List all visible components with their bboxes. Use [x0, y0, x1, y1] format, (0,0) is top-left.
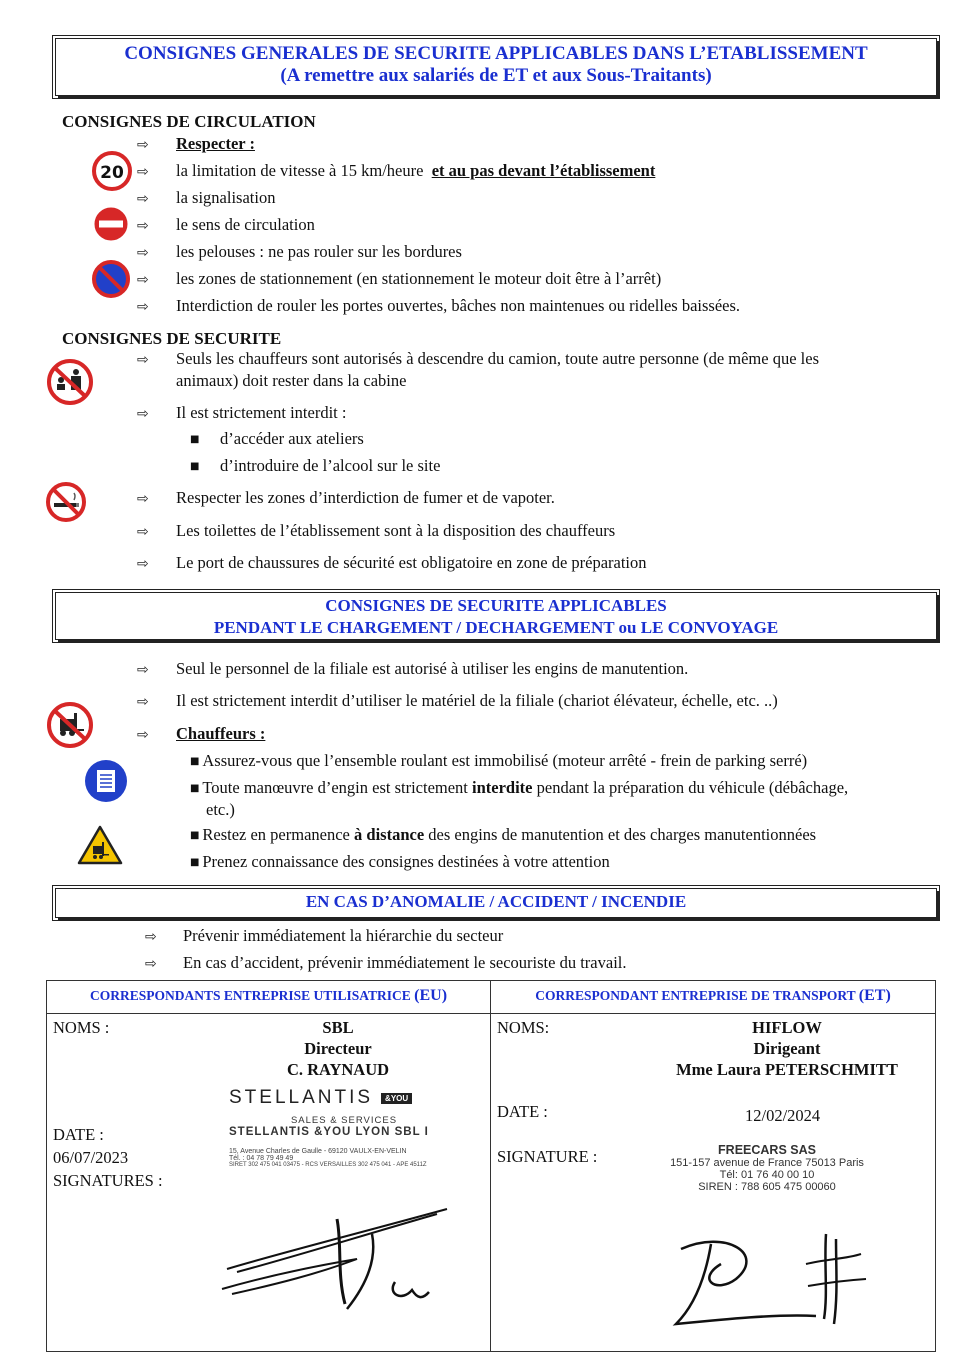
chargement-title-box: [55, 592, 937, 640]
arrow-icon: ⇨: [137, 218, 149, 234]
et-date-label: DATE :: [497, 1102, 548, 1121]
securite-item-toilettes: Les toilettes de l’établissement sont à la disposition des chauffeurs: [176, 521, 616, 540]
speed-limit-sign-icon: [92, 151, 132, 191]
circulation-item-sens: le sens de circulation: [176, 215, 315, 234]
bullet-icon: ■: [190, 830, 200, 841]
et-header-cell: [491, 981, 936, 1014]
eu-handwritten-signature: [217, 1194, 477, 1324]
bullet-icon: ■: [190, 783, 200, 794]
bullet-icon: ■: [190, 857, 200, 868]
securite-item-chauffeurs-line1: Seuls les chauffeurs sont autorisés à descendre du camion, toute autre personne (de même que les: [176, 349, 819, 368]
no-entry-sign-icon: [92, 205, 130, 243]
eu-cell: [47, 1014, 491, 1352]
forklift-warning-sign-icon: [76, 824, 124, 866]
et-person: Mme Laura PETERSCHMITT: [676, 1060, 898, 1079]
et-role: Dirigeant: [753, 1039, 821, 1058]
stamp-sales: SALES & SERVICES: [290, 1115, 398, 1126]
chargement-title-line2: PENDANT LE CHARGEMENT / DECHARGEMENT ou LE CONVOYAGE: [213, 618, 779, 637]
speed-emphasis: et au pas devant l’établissement: [431, 161, 656, 180]
speed-sign-value: 20: [100, 163, 124, 183]
freecars-tel: Tél: 01 76 40 00 10: [719, 1169, 815, 1181]
chauffeurs-bullet-manoeuvre-cont: etc.): [206, 800, 235, 819]
chauffeurs-bullet-immobilise: Assurez-vous que l’ensemble roulant est immobilisé (moteur arrêté - frein de parking serré): [202, 751, 808, 770]
securite-heading: CONSIGNES DE SECURITE: [62, 329, 282, 348]
et-header: CORRESPONDANT ENTREPRISE DE TRANSPORT (ET): [535, 987, 891, 1004]
stamp-name: STELLANTIS &YOU LYON SBL I: [229, 1126, 429, 1138]
eu-header: CORRESPONDANTS ENTREPRISE UTILISATRICE (EU): [89, 987, 448, 1004]
et-cell: [491, 1014, 936, 1352]
circulation-item-speed: la limitation de vitesse à 15 km/heure et au pas devant l’établissement: [176, 161, 656, 180]
arrow-icon: ⇨: [137, 245, 149, 261]
document-title: CONSIGNES GENERALES DE SECURITE APPLICABLES DANS L’ETABLISSEMENT: [124, 43, 868, 64]
arrow-icon: ⇨: [137, 299, 149, 315]
arrow-icon: ⇨: [137, 727, 149, 743]
eu-company: SBL: [322, 1018, 354, 1037]
securite-item-chauffeurs-line2: animaux) doit rester dans la cabine: [176, 371, 407, 390]
stellantis-badge: &YOU: [381, 1093, 412, 1104]
freecars-siren: SIREN : 788 605 475 00060: [698, 1181, 836, 1193]
chargement-item-materiel: Il est strictement interdit d’utiliser le matériel de la filiale (chariot élévateur, échelle, etc. ..): [176, 691, 778, 710]
chauffeurs-bullet-distance: Restez en permanence à distance des engins de manutention et des charges manutentionnées: [202, 825, 817, 844]
respect-label: Respecter :: [176, 134, 255, 153]
arrow-icon: ⇨: [145, 929, 157, 945]
eu-header-cell: [47, 981, 491, 1014]
eu-signature-label: SIGNATURES :: [53, 1171, 163, 1190]
securite-item-fumer: Respecter les zones d’interdiction de fumer et de vapoter.: [176, 488, 555, 507]
bullet-icon: ■: [190, 434, 200, 445]
no-parking-sign-icon: [92, 260, 130, 298]
arrow-icon: ⇨: [137, 137, 149, 153]
stamp-tel: Tél. : 04 78 79 49 49: [229, 1155, 294, 1162]
anomalie-title-box: [55, 888, 937, 918]
et-company-stamp: [651, 1143, 883, 1193]
arrow-icon: ⇨: [137, 406, 149, 422]
circulation-item-portes: Interdiction de rouler les portes ouvertes, bâches non maintenues ou ridelles baissées.: [176, 296, 741, 315]
arrow-icon: ⇨: [137, 694, 149, 710]
eu-date-label: DATE :: [53, 1125, 104, 1144]
chauffeurs-label: Chauffeurs :: [176, 724, 266, 743]
arrow-icon: ⇨: [137, 272, 149, 288]
circulation-item-signalisation: la signalisation: [176, 188, 276, 207]
et-date: 12/02/2024: [745, 1106, 821, 1125]
stellantis-logo-text: STELLANTIS: [229, 1087, 374, 1108]
circulation-heading: CONSIGNES DE CIRCULATION: [62, 112, 316, 131]
correspondants-table: [46, 980, 936, 1352]
freecars-address: 151-157 avenue de France 75013 Paris: [670, 1157, 864, 1169]
arrow-icon: ⇨: [145, 956, 157, 972]
arrow-icon: ⇨: [137, 191, 149, 207]
eu-date: 06/07/2023: [53, 1148, 129, 1167]
circulation-item-stationnement: les zones de stationnement (en stationnement le moteur doit être à l’arrêt): [176, 269, 662, 288]
anomalie-item-secouriste: En cas d’accident, prévenir immédiatement le secouriste du travail.: [183, 953, 627, 972]
document-title-box: [55, 38, 937, 96]
arrow-icon: ⇨: [137, 556, 149, 572]
freecars-name: FREECARS SAS: [718, 1143, 816, 1157]
anomalie-item-hierarchie: Prévenir immédiatement la hiérarchie du secteur: [183, 926, 504, 945]
securite-item-chaussures: Le port de chaussures de sécurité est obligatoire en zone de préparation: [176, 553, 647, 572]
chauffeurs-bullet-consignes: Prenez connaissance des consignes destinées à votre attention: [202, 852, 610, 871]
arrow-icon: ⇨: [137, 662, 149, 678]
eu-noms-label: NOMS :: [53, 1018, 110, 1037]
chargement-item-personnel: Seul le personnel de la filiale est autorisé à utiliser les engins de manutention.: [176, 659, 689, 678]
et-handwritten-signature: [666, 1224, 906, 1334]
no-passengers-sign-icon: [45, 358, 95, 406]
securite-sub-ateliers: d’accéder aux ateliers: [220, 429, 364, 448]
et-signature-label: SIGNATURE :: [497, 1147, 598, 1166]
read-instructions-sign-icon: [84, 759, 128, 803]
chauffeurs-bullet-manoeuvre: Toute manœuvre d’engin est strictement interdite pendant la préparation du véhicule (débâchage,: [202, 778, 849, 797]
chargement-title-line1: CONSIGNES DE SECURITE APPLICABLES: [325, 596, 667, 615]
arrow-icon: ⇨: [137, 352, 149, 368]
eu-company-stamp: [229, 1087, 459, 1168]
arrow-icon: ⇨: [137, 524, 149, 540]
bullet-icon: ■: [190, 461, 200, 472]
anomalie-title: EN CAS D’ANOMALIE / ACCIDENT / INCENDIE: [305, 892, 687, 911]
circulation-item-pelouses: les pelouses : ne pas rouler sur les bordures: [176, 242, 462, 261]
no-smoking-sign-icon: [45, 481, 87, 523]
document-subtitle: (A remettre aux salariés de ET et aux Sous-Traitants): [280, 65, 712, 86]
arrow-icon: ⇨: [137, 491, 149, 507]
eu-person: C. RAYNAUD: [286, 1060, 390, 1079]
securite-sub-alcool: d’introduire de l’alcool sur le site: [220, 456, 441, 475]
securite-item-interdit: Il est strictement interdit :: [176, 403, 347, 422]
bullet-icon: ■: [190, 756, 200, 767]
et-noms-label: NOMS:: [497, 1018, 550, 1037]
eu-role: Directeur: [304, 1039, 372, 1058]
arrow-icon: ⇨: [137, 164, 149, 180]
no-forklift-sign-icon: [45, 701, 95, 749]
et-company: HIFLOW: [752, 1018, 822, 1037]
stamp-siret: SIRET 302 475 041 03475 - RCS VERSAILLES 302 475 041 - APE 4511Z: [229, 1162, 427, 1168]
stamp-address: 15, Avenue Charles de Gaulle - 69120 VAULX-EN-VELIN: [229, 1148, 407, 1155]
